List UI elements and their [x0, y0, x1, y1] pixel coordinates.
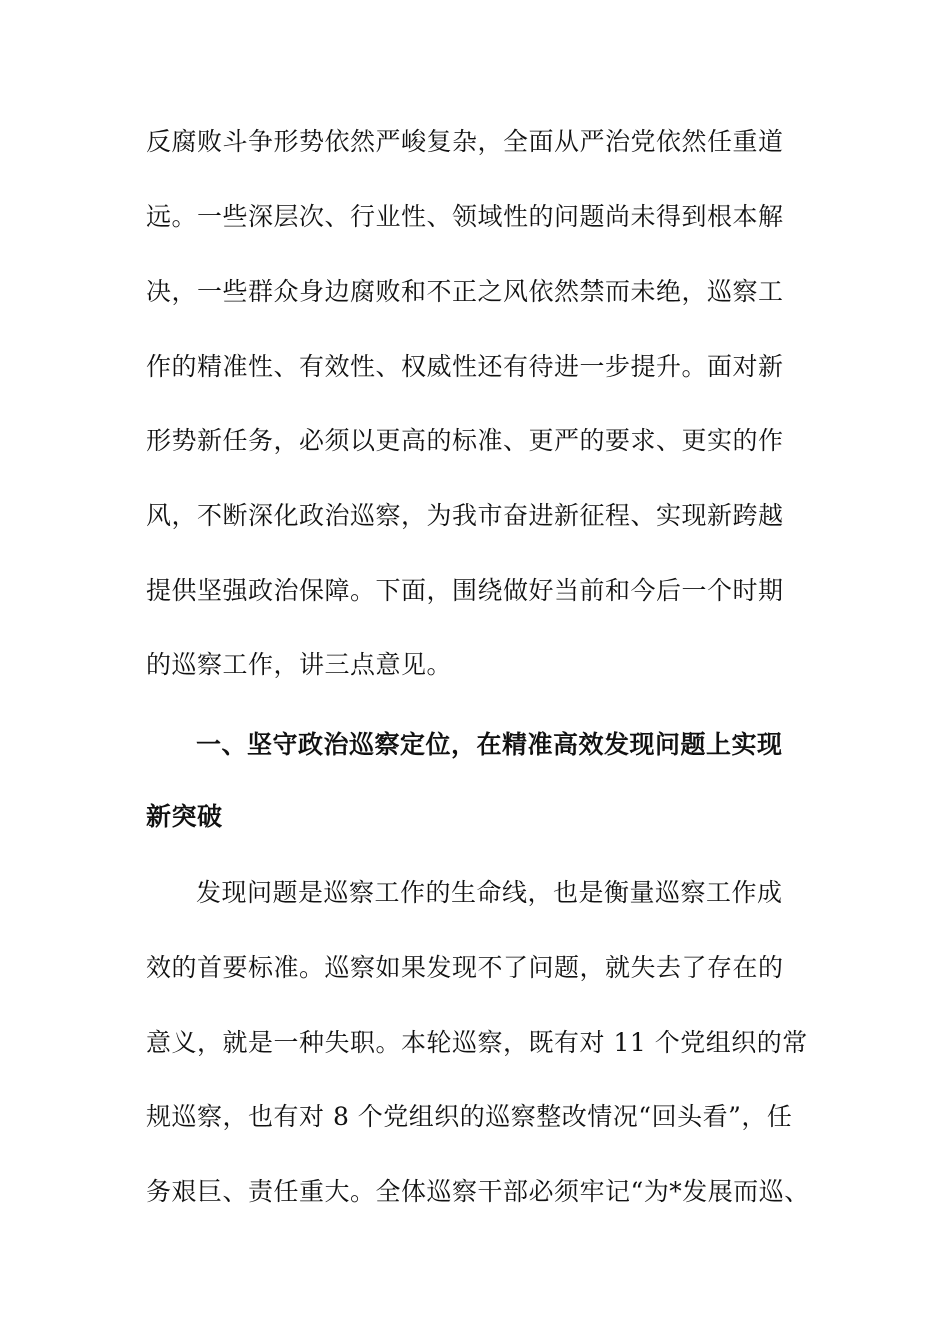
paragraph-line: 决，一些群众身边腐败和不正之风依然禁而未绝，巡察工	[146, 277, 784, 306]
paragraph-line: 反腐败斗争形势依然严峻复杂，全面从严治党依然任重道	[146, 127, 784, 156]
paragraph-line: 意义，就是一种失职。本轮巡察，既有对 11 个党组织的常	[146, 1028, 808, 1057]
section-heading-line: 新突破	[146, 802, 223, 831]
section-heading-line: 一、坚守政治巡察定位，在精准高效发现问题上实现	[196, 730, 783, 759]
paragraph-line: 风，不断深化政治巡察，为我市奋进新征程、实现新跨越	[146, 501, 784, 530]
paragraph-line: 形势新任务，必须以更高的标准、更严的要求、更实的作	[146, 426, 784, 455]
paragraph-line: 的巡察工作，讲三点意见。	[146, 650, 453, 679]
paragraph-line: 务艰巨、责任重大。全体巡察干部必须牢记“为*发展而巡、	[146, 1177, 810, 1206]
paragraph-line: 远。一些深层次、行业性、领域性的问题尚未得到根本解	[146, 202, 784, 231]
paragraph-line: 提供坚强政治保障。下面，围绕做好当前和今后一个时期	[146, 576, 784, 605]
paragraph-line: 发现问题是巡察工作的生命线，也是衡量巡察工作成	[196, 878, 783, 907]
paragraph-line: 规巡察，也有对 8 个党组织的巡察整改情况“回头看”，任	[146, 1102, 793, 1131]
paragraph-line: 效的首要标准。巡察如果发现不了问题，就失去了存在的	[146, 953, 784, 982]
paragraph-line: 作的精准性、有效性、权威性还有待进一步提升。面对新	[146, 352, 784, 381]
